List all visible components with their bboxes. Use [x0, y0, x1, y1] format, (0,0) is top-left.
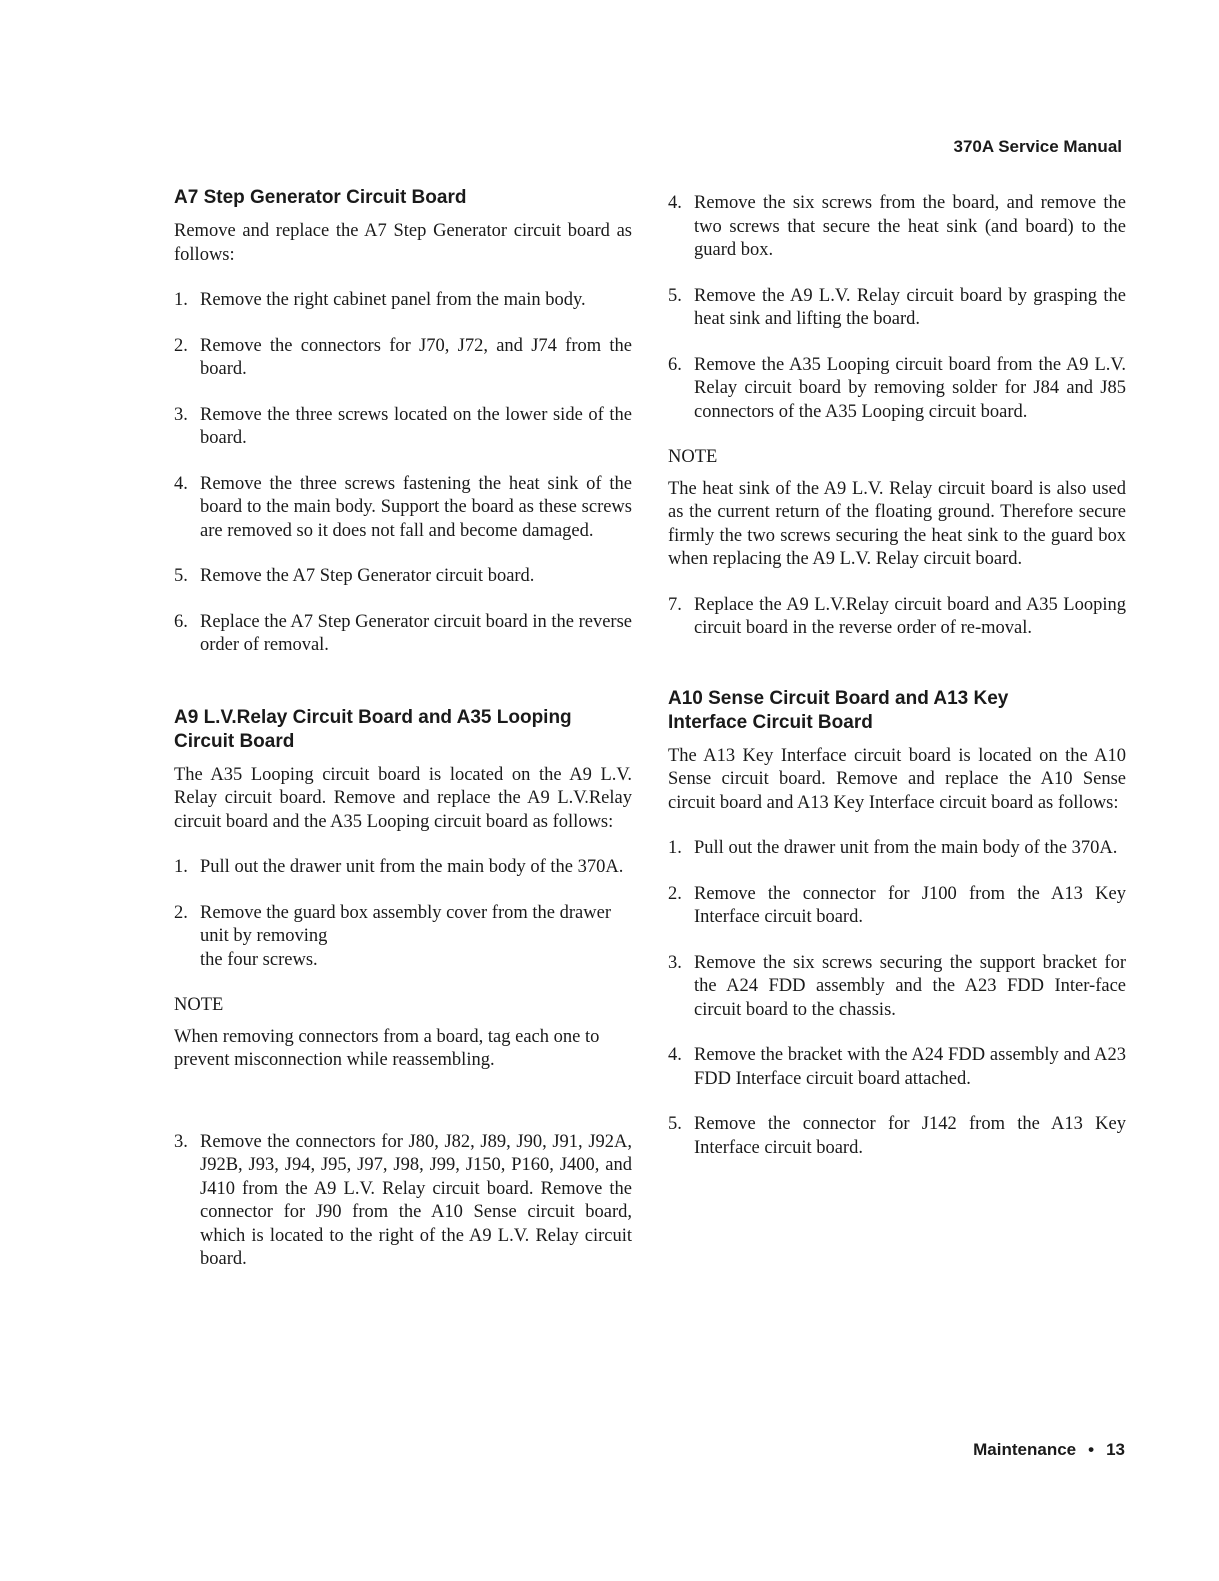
running-header: 370A Service Manual	[953, 137, 1122, 156]
step-text: Remove the six screws securing the support bracket for the A24 FDD assembly and the A23 FDD Inter-face circuit board to the chassis.	[694, 952, 1126, 1020]
step-number: 2.	[668, 883, 682, 904]
footer-section: Maintenance	[973, 1440, 1077, 1459]
step-number: 2.	[174, 335, 188, 356]
step-number: 6.	[174, 611, 188, 632]
step-text: Remove the connector for J142 from the A13 Key Interface circuit board.	[694, 1114, 1126, 1158]
list-item	[668, 192, 1126, 263]
step-number: 5.	[668, 1114, 682, 1134]
list-item	[668, 594, 1126, 641]
note-text: The heat sink of the A9 L.V. Relay circuit board is also used as the current return of the floating ground. Therefore secure firmly the two screws securing the heat sink to the guard box when replacing the A9 L.V. Relay circuit board.	[668, 478, 1126, 569]
step-number: 1.	[174, 290, 188, 310]
step-text: Remove the right cabinet panel from the main body.	[200, 290, 586, 310]
step-number: 4.	[668, 193, 682, 213]
a7-intro: Remove and replace the A7 Step Generator circuit board as follows:	[174, 221, 632, 265]
step-number: 5.	[174, 566, 188, 586]
a10-steps-list	[668, 837, 1126, 1160]
heading-line: Interface Circuit Board	[668, 711, 873, 733]
a9-steps-list-right	[668, 192, 1126, 424]
step-text-continued: the four screws.	[200, 949, 318, 970]
a10-intro: The A13 Key Interface circuit board is located on the A10 Sense circuit board. Remove and replace the A10 Sense circuit board and A13 Key Interface circuit board as follows:	[668, 745, 1126, 813]
step-number: 5.	[668, 285, 682, 306]
footer-separator: •	[1088, 1440, 1095, 1459]
step-text: Remove the connectors for J80, J82, J89, J90, J91, J92A, J92B, J93, J94, J95, J97, J98, J99, J150, P160, J400, and J410 from the A9 L.V. Relay circuit board. Remove the connector for J90 from the A10 Sense circuit board, which is located to the right of the A9 L.V. Relay circuit board.	[200, 1131, 632, 1269]
step-number: 4.	[174, 473, 188, 494]
step-text: Remove the connectors for J70, J72, and J74 from the board.	[200, 335, 632, 379]
list-item	[174, 565, 632, 589]
step-text: Remove the guard box assembly cover from the drawer unit by removing	[200, 902, 611, 946]
list-item	[668, 837, 1126, 861]
step-number: 4.	[668, 1045, 682, 1065]
a9-steps-list	[174, 856, 632, 972]
note-label: NOTE	[174, 995, 224, 1015]
heading-line: A9 L.V.Relay Circuit Board and A35 Looping	[174, 706, 572, 728]
step-text: Replace the A7 Step Generator circuit board in the reverse order of removal.	[200, 611, 633, 655]
right-column	[668, 186, 1126, 1160]
heading-line: Circuit Board	[174, 730, 295, 752]
list-item	[668, 952, 1126, 1023]
step-text: Remove the six screws from the board, and remove the two screws that secure the heat sink (and board) to the guard box.	[694, 193, 1126, 260]
step-text: Pull out the drawer unit from the main body of the 370A.	[200, 857, 624, 877]
page-footer	[973, 1440, 1125, 1460]
step-number: 3.	[174, 1131, 188, 1152]
step-number: 3.	[174, 404, 188, 425]
list-item	[174, 856, 632, 880]
list-item	[174, 289, 632, 313]
list-item	[174, 1131, 632, 1272]
step-text: Remove the A35 Looping circuit board from the A9 L.V. Relay circuit board by removing solder for J84 and J85 connectors of the A35 Looping circuit board.	[694, 354, 1126, 422]
list-item	[174, 335, 632, 382]
heading-line: A10 Sense Circuit Board and A13 Key	[668, 687, 1009, 709]
left-column	[174, 186, 632, 1272]
step-text: Pull out the drawer unit from the main body of the 370A.	[694, 838, 1118, 858]
note-label: NOTE	[668, 447, 718, 467]
list-item	[174, 404, 632, 451]
a10-section-heading	[668, 687, 1126, 735]
step-text: Remove the A9 L.V. Relay circuit board by grasping the heat sink and lifting the board.	[694, 285, 1126, 329]
step-text: Remove the bracket with the A24 FDD assembly and A23 FDD Interface circuit board attached.	[694, 1045, 1126, 1089]
a7-steps-list	[174, 289, 632, 658]
step-number: 1.	[668, 838, 682, 858]
list-item	[174, 611, 632, 658]
list-item	[174, 902, 632, 973]
step-number: 3.	[668, 952, 682, 973]
a9-steps-list-continued	[174, 1131, 632, 1272]
note-text: When removing connectors from a board, tag each one to prevent misconnection while reassembling.	[174, 1026, 600, 1070]
step-text: Replace the A9 L.V.Relay circuit board and A35 Looping circuit board in the reverse order of re-moval.	[694, 594, 1126, 638]
a9-intro: The A35 Looping circuit board is located on the A9 L.V. Relay circuit board. Remove and replace the A9 L.V.Relay circuit board and the A35 Looping circuit board as follows:	[174, 764, 632, 832]
page-number: 13	[1106, 1440, 1125, 1459]
step-text: Remove the three screws located on the lower side of the board.	[200, 404, 632, 448]
list-item	[174, 473, 632, 544]
step-text: Remove the A7 Step Generator circuit board.	[200, 566, 535, 586]
step-number: 2.	[174, 902, 188, 923]
step-text: Remove the connector for J100 from the A13 Key Interface circuit board.	[694, 883, 1126, 927]
a9-section-heading	[174, 706, 632, 754]
list-item	[668, 285, 1126, 332]
list-item	[668, 1113, 1126, 1160]
list-item	[668, 1044, 1126, 1091]
step-number: 6.	[668, 354, 682, 375]
step-text: Remove the three screws fastening the heat sink of the board to the main body. Support the board as these screws are removed so it does not fall and become damaged.	[200, 473, 632, 541]
list-item	[668, 883, 1126, 930]
a9-steps-list-right-continued	[668, 594, 1126, 641]
step-number: 1.	[174, 857, 188, 877]
a7-section-heading: A7 Step Generator Circuit Board	[174, 187, 467, 208]
list-item	[668, 354, 1126, 425]
step-number: 7.	[668, 594, 682, 615]
